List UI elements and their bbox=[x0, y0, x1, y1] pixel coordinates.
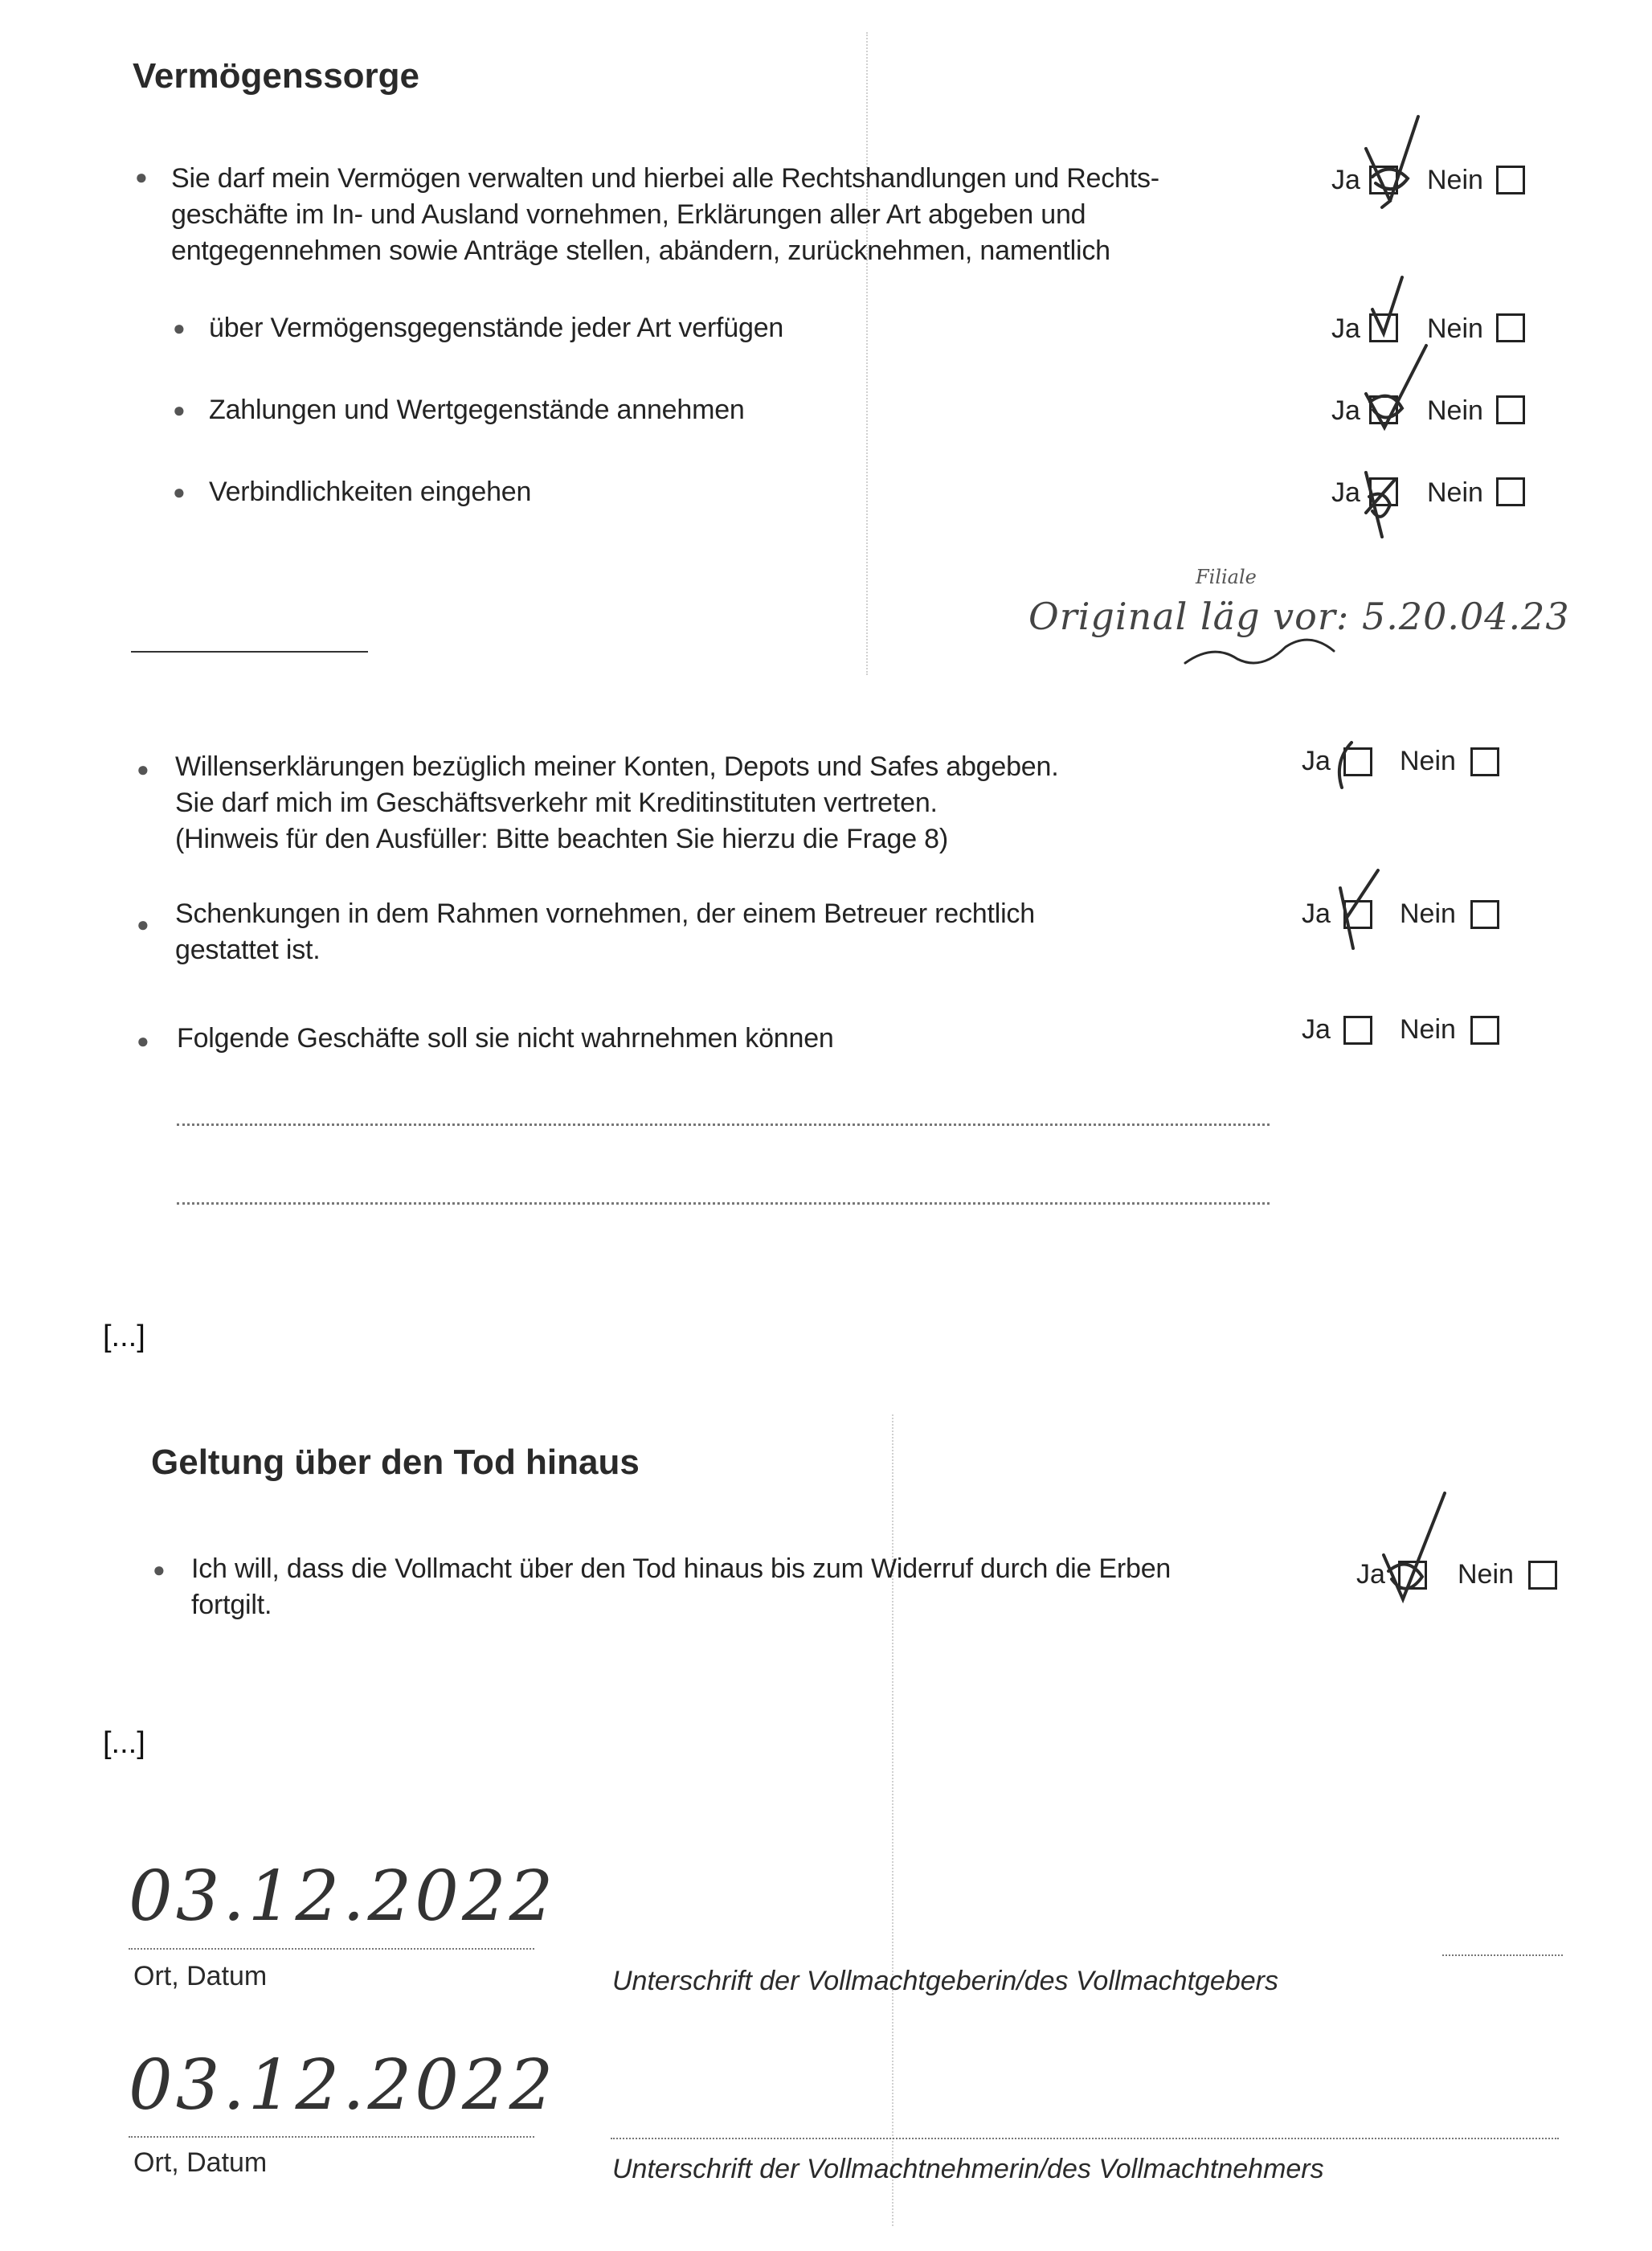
bullet-icon: ● bbox=[173, 316, 186, 340]
omission-marker: [...] bbox=[103, 1726, 145, 1760]
bank2-no-checkbox[interactable] bbox=[1470, 900, 1499, 929]
omission-marker: [...] bbox=[103, 1320, 145, 1353]
bank-item-3: Folgende Geschäfte soll sie nicht wahrnehmen können bbox=[177, 1023, 834, 1054]
grantor-signature-caption: Unterschrift der Vollmachtgeberin/des Vollmachtgebers bbox=[612, 1966, 1278, 1996]
bullet-icon: ● bbox=[135, 165, 148, 189]
place-date-label: Ort, Datum bbox=[133, 1961, 268, 1991]
fill-in-line[interactable] bbox=[177, 1202, 1270, 1205]
bullet-icon: ● bbox=[137, 757, 149, 781]
handwritten-date-agent: 03.12.2022 bbox=[129, 2045, 557, 2126]
signature-line-agent[interactable] bbox=[611, 2138, 1559, 2139]
no-label: Nein bbox=[1458, 1559, 1514, 1590]
bank3-no-checkbox[interactable] bbox=[1470, 1016, 1499, 1045]
place-date-line[interactable] bbox=[129, 1948, 534, 1950]
no-label: Nein bbox=[1400, 1014, 1456, 1045]
sub3-no-checkbox[interactable] bbox=[1496, 477, 1525, 506]
handwritten-check-mark bbox=[1366, 273, 1414, 338]
death-item-text: Ich will, dass die Vollmacht über den Tod hinaus bis zum Widerruf durch die Erben fortgilt. bbox=[191, 1553, 1172, 1620]
fold-mark bbox=[892, 1414, 893, 2226]
no-label: Nein bbox=[1427, 165, 1483, 195]
handwritten-original-note: Original läg vor: 5.20.04.23 bbox=[1028, 595, 1570, 638]
handwritten-check-mark bbox=[1358, 465, 1414, 545]
assets-sub-item-3: Verbindlichkeiten eingehen bbox=[209, 477, 532, 507]
sub2-no-checkbox[interactable] bbox=[1496, 395, 1525, 424]
handwritten-mark bbox=[1327, 738, 1360, 794]
short-rule bbox=[131, 651, 368, 653]
handwritten-check-mark bbox=[1334, 864, 1390, 952]
signature-line-grantor[interactable] bbox=[1442, 1954, 1563, 1956]
bullet-icon: ● bbox=[153, 1557, 166, 1582]
no-label: Nein bbox=[1427, 477, 1483, 508]
yes-label: Ja bbox=[1302, 898, 1331, 929]
no-label: Nein bbox=[1427, 395, 1483, 426]
yes-label: Ja bbox=[1331, 165, 1360, 195]
stamp-label: Filiale bbox=[1196, 566, 1257, 588]
place-date-line[interactable] bbox=[129, 2136, 534, 2138]
yes-label: Ja bbox=[1356, 1559, 1385, 1590]
bullet-icon: ● bbox=[173, 398, 186, 422]
handwritten-check-mark bbox=[1358, 113, 1430, 209]
assets-main-text: Sie darf mein Vermögen verwalten und hierbei alle Rechtshandlungen und Rechts- geschäfte im In- und Ausland vornehmen, Erklärungen aller Art abgeben und entgegennehmen sowie Anträge stellen, abändern, zurücknehmen, namentlich bbox=[171, 163, 1159, 266]
bank-item-2: Schenkungen in dem Rahmen vornehmen, der einem Betreuer rechtlich gestattet ist. bbox=[175, 898, 1035, 965]
bullet-icon: ● bbox=[173, 480, 186, 504]
yes-label: Ja bbox=[1331, 477, 1360, 508]
fill-in-line[interactable] bbox=[177, 1123, 1270, 1126]
yes-label: Ja bbox=[1302, 746, 1331, 776]
yes-label: Ja bbox=[1331, 313, 1360, 344]
assets-sub-item-1: über Vermögensgegenstände jeder Art verfügen bbox=[209, 313, 784, 343]
bullet-icon: ● bbox=[137, 912, 149, 936]
bank3-yes-checkbox[interactable] bbox=[1343, 1016, 1372, 1045]
handwritten-date-grantor: 03.12.2022 bbox=[129, 1856, 557, 1937]
fold-mark bbox=[866, 32, 868, 675]
bullet-icon: ● bbox=[137, 1029, 149, 1053]
no-label: Nein bbox=[1427, 313, 1483, 344]
bank1-no-checkbox[interactable] bbox=[1470, 747, 1499, 776]
sub1-no-checkbox[interactable] bbox=[1496, 313, 1525, 342]
section-title-assets: Vermögenssorge bbox=[133, 56, 420, 96]
yes-label: Ja bbox=[1302, 1014, 1331, 1045]
no-label: Nein bbox=[1400, 898, 1456, 929]
death-no-checkbox[interactable] bbox=[1528, 1561, 1557, 1590]
agent-signature-caption: Unterschrift der Vollmachtnehmerin/des Vollmachtnehmers bbox=[612, 2154, 1324, 2184]
assets-main-no-checkbox[interactable] bbox=[1496, 166, 1525, 194]
handwritten-check-mark bbox=[1374, 1487, 1454, 1607]
stamp-scribble bbox=[1181, 627, 1342, 675]
section-title-death: Geltung über den Tod hinaus bbox=[151, 1443, 640, 1482]
no-label: Nein bbox=[1400, 746, 1456, 776]
yes-label: Ja bbox=[1331, 395, 1360, 426]
place-date-label: Ort, Datum bbox=[133, 2147, 268, 2178]
bank-item-1: Willenserklärungen bezüglich meiner Konten, Depots und Safes abgeben. Sie darf mich im Geschäftsverkehr mit Kreditinstituten vertreten. (Hinweis für den Ausfüller: Bitte beachten Sie hierzu die Frage 8) bbox=[175, 751, 1059, 854]
handwritten-check-mark bbox=[1354, 338, 1434, 434]
assets-sub-item-2: Zahlungen und Wertgegenstände annehmen bbox=[209, 395, 745, 425]
